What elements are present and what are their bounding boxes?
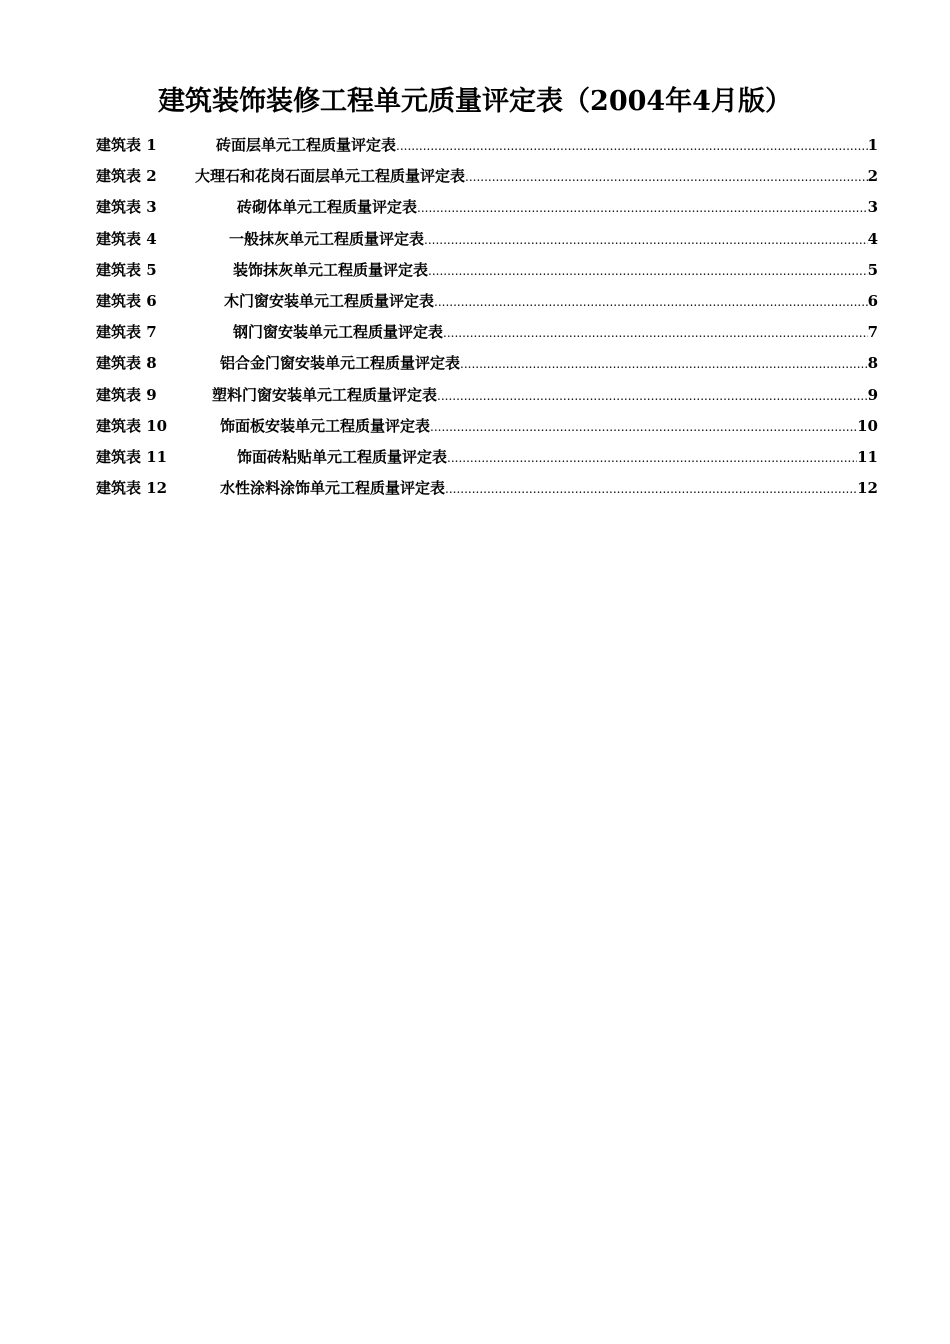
toc-entry-page: 10: [857, 416, 878, 435]
toc-entry-title: 一般抹灰单元工程质量评定表: [229, 229, 425, 248]
toc-dot-leader: [396, 131, 868, 162]
toc-entry[interactable]: [96, 473, 878, 504]
toc-entry[interactable]: [96, 317, 878, 348]
toc-dot-leader: [428, 256, 868, 287]
toc-entry-page: 3: [867, 198, 878, 217]
toc-entry-code: 建筑表 2: [96, 167, 157, 186]
toc-entry-title: 木门窗安装单元工程质量评定表: [224, 291, 435, 310]
toc-entry-code: 建筑表 11: [96, 447, 168, 466]
toc-entry-code: 建筑表 12: [96, 479, 168, 498]
toc-dot-leader: [465, 162, 868, 193]
table-of-contents: [96, 130, 878, 504]
toc-entry-code: 建筑表 7: [96, 323, 157, 342]
toc-entry[interactable]: [96, 348, 878, 379]
toc-entry-title: 铝合金门窗安装单元工程质量评定表: [220, 354, 461, 373]
toc-dot-leader: [434, 287, 868, 318]
toc-dot-leader: [417, 193, 868, 224]
toc-entry-title: 饰面砖粘贴单元工程质量评定表: [237, 447, 448, 466]
toc-dot-leader: [437, 381, 868, 412]
toc-entry-page: 11: [857, 447, 878, 466]
toc-entry[interactable]: [96, 192, 878, 223]
toc-entry-code: 建筑表 10: [96, 416, 168, 435]
toc-entry-page: 5: [867, 260, 878, 279]
toc-entry-title: 砖砌体单元工程质量评定表: [237, 198, 418, 217]
toc-entry-title: 装饰抹灰单元工程质量评定表: [233, 260, 429, 279]
toc-dot-leader: [447, 443, 857, 474]
toc-dot-leader: [443, 318, 868, 349]
toc-entry-title: 大理石和花岗石面层单元工程质量评定表: [195, 167, 466, 186]
toc-entry[interactable]: [96, 224, 878, 255]
toc-entry[interactable]: [96, 411, 878, 442]
toc-entry-code: 建筑表 5: [96, 260, 157, 279]
toc-entry-code: 建筑表 4: [96, 229, 157, 248]
toc-entry-title: 水性涂料涂饰单元工程质量评定表: [220, 479, 446, 498]
toc-entry-title: 饰面板安装单元工程质量评定表: [220, 416, 431, 435]
toc-dot-leader: [424, 225, 868, 256]
toc-entry-title: 塑料门窗安装单元工程质量评定表: [212, 385, 438, 404]
toc-entry-page: 7: [867, 323, 878, 342]
toc-entry-code: 建筑表 1: [96, 136, 157, 154]
toc-entry-page: 1: [867, 136, 878, 154]
toc-entry[interactable]: [96, 442, 878, 473]
toc-entry[interactable]: [96, 130, 878, 161]
toc-entry-code: 建筑表 6: [96, 291, 157, 310]
toc-entry-page: 12: [857, 479, 878, 498]
toc-dot-leader: [430, 412, 857, 443]
toc-entry-page: 9: [867, 385, 878, 404]
toc-entry-title: 钢门窗安装单元工程质量评定表: [233, 323, 444, 342]
toc-entry-code: 建筑表 8: [96, 354, 157, 373]
toc-dot-leader: [445, 474, 857, 505]
toc-entry[interactable]: [96, 380, 878, 411]
toc-entry-page: 4: [867, 229, 878, 248]
toc-entry-title: 砖面层单元工程质量评定表: [216, 136, 397, 154]
toc-entry-code: 建筑表 9: [96, 385, 157, 404]
toc-entry-page: 2: [867, 167, 878, 186]
toc-entry[interactable]: [96, 286, 878, 317]
toc-dot-leader: [460, 349, 868, 380]
toc-entry-page: 8: [867, 354, 878, 373]
toc-entry-code: 建筑表 3: [96, 198, 157, 217]
toc-entry[interactable]: [96, 255, 878, 286]
page-title: 建筑装饰装修工程单元质量评定表（2004年4月版）: [158, 86, 792, 117]
toc-entry-page: 6: [867, 291, 878, 310]
toc-entry[interactable]: [96, 161, 878, 192]
